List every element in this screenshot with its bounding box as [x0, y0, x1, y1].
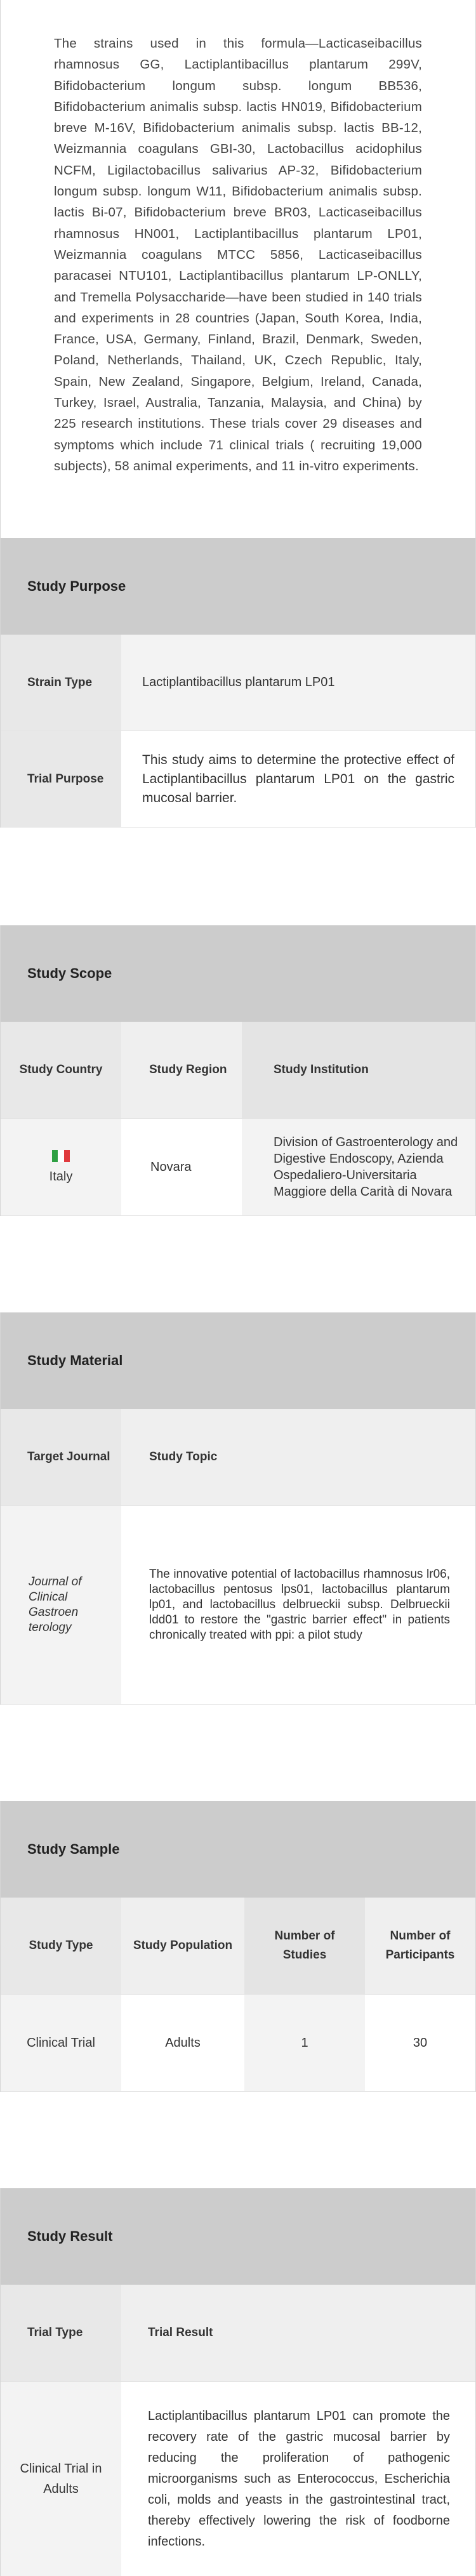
- sample-header-row: [1, 1898, 475, 1995]
- col-study-topic: Study Topic: [121, 1409, 475, 1505]
- col-number-of-participants: Number of Participants: [365, 1898, 475, 1994]
- study-population-value: Adults: [121, 1995, 244, 2091]
- strain-type-row: [1, 635, 475, 731]
- col-target-journal: Target Journal: [1, 1409, 121, 1505]
- material-header-row: [1, 1409, 475, 1506]
- trial-purpose-row: [1, 731, 475, 828]
- trial-result-text: Lactiplantibacillus plantarum LP01 can promote the recovery rate of the gastric mucosal barrier by reducing the proliferation of pathogenic microorganisms such as Enterococcus, Escherichia coli, molds and yeasts in the gastrointestinal tract, thereby effectively lowering the risk of foodborne infections.: [148, 2408, 450, 2549]
- sample-data-row: [1, 1995, 475, 2092]
- number-of-participants-value: 30: [365, 1995, 475, 2091]
- scope-data-row: [1, 1119, 475, 1216]
- institution-value: Division of Gastroenterology and Digestive Endoscopy, Azienda Ospedaliero-Universitaria Maggiore della Carità di Novara: [242, 1119, 475, 1215]
- number-of-studies-value: 1: [244, 1995, 365, 2091]
- italy-flag-icon: [52, 1150, 70, 1162]
- trial-type-value: Clinical Trial in Adults: [1, 2382, 121, 2576]
- section-title: Study Result: [27, 2228, 113, 2244]
- study-purpose-section: [0, 538, 476, 828]
- intro-text: The strains used in this formula—Lacticaseibacillus rhamnosus GG, Lactiplantibacillus plantarum 299V, Bifidobacterium longum subsp. longum BB536, Bifidobacterium animalis subsp. lactis HN019, Bifidobacterium breve M-16V, Bifidobacterium animalis subsp. lactis BB-12, Weizmannia coagulans GBI-30, Lactobacillus acidophilus NCFM, Ligilactobacillus salivarius AP-32, Bifidobacterium longum subsp. longum W11, Bifidobacterium animalis subsp. lactis Bi-07, Bifidobacterium breve BR03, Lacticaseibacillus rhamnosus HN001, Lactiplantibacillus plantarum LP01, Weizmannia coagulans MTCC 5856, Lacticaseibacillus paracasei NTU101, Lactiplantibacillus plantarum LP-ONLLY, and Tremella Polysaccharide—have been studied in 140 trials and experiments in 28 countries (Japan, South Korea, India, France, USA, Germany, Finland, Brazil, Denmark, Sweden, Poland, Netherlands, Thailand, UK, Czech Republic, Italy, Spain, New Zealand, Singapore, Belgium, Ireland, Canada, Turkey, Israel, Australia, Tanzania, Malaysia, and China) by 225 research institutions. These trials cover 29 diseases and symptoms which include 71 clinical trials ( recruiting 19,000 subjects), 58 animal experiments, and 11 in-vitro experiments.: [54, 36, 422, 473]
- section-title: Study Purpose: [27, 578, 126, 594]
- result-data-row: [1, 2382, 475, 2576]
- trial-purpose-value: [121, 731, 475, 827]
- study-material-section: [0, 1312, 476, 1705]
- section-title: Study Scope: [27, 965, 112, 981]
- section-header: [1, 925, 475, 1022]
- study-type-value: Clinical Trial: [1, 1995, 121, 2091]
- strain-type-value: Lactiplantibacillus plantarum LP01: [121, 635, 475, 730]
- topic-value: [121, 1506, 475, 1704]
- country-value: Italy: [49, 1170, 73, 1184]
- scope-header-row: [1, 1022, 475, 1119]
- col-study-country: Study Country: [1, 1022, 121, 1118]
- trial-purpose-text: This study aims to determine the protective effect of Lactiplantibacillus plantarum LP01 on the gastric mucosal barrier.: [142, 752, 454, 805]
- strain-type-label: Strain Type: [1, 635, 121, 730]
- section-header: [1, 1801, 475, 1898]
- study-scope-section: [0, 925, 476, 1216]
- col-study-region: Study Region: [121, 1022, 242, 1118]
- topic-text: The innovative potential of lactobacillus rhamnosus lr06, lactobacillus pentosus lps01, lactobacillus plantarum lp01, and lactobacillus delbrueckii subsp. Delbrueckii ldd01 to restore the "gastric barrier effect" in patients chronically treated with ppi: a pilot study: [149, 1568, 450, 1642]
- trial-purpose-label: Trial Purpose: [1, 731, 121, 827]
- section-header: [1, 2188, 475, 2285]
- country-cell: [1, 1119, 121, 1215]
- section-title: Study Material: [27, 1352, 123, 1368]
- intro-section: [0, 0, 476, 538]
- col-trial-type: Trial Type: [1, 2285, 121, 2381]
- material-data-row: [1, 1506, 475, 1705]
- col-number-of-studies: Number of Studies: [244, 1898, 365, 1994]
- section-header: [1, 1312, 475, 1409]
- col-trial-result: Trial Result: [121, 2285, 475, 2381]
- journal-value: Journal of Clinical Gastroen terology: [1, 1506, 121, 1704]
- study-sample-section: [0, 1801, 476, 2092]
- region-value: Novara: [121, 1119, 242, 1215]
- col-study-population: Study Population: [121, 1898, 244, 1994]
- section-header: [1, 538, 475, 635]
- col-study-institution: Study Institution: [242, 1022, 475, 1118]
- col-study-type: Study Type: [1, 1898, 121, 1994]
- result-header-row: [1, 2285, 475, 2382]
- section-title: Study Sample: [27, 1841, 120, 1857]
- trial-result-value: [121, 2382, 475, 2576]
- study-result-section: [0, 2188, 476, 2576]
